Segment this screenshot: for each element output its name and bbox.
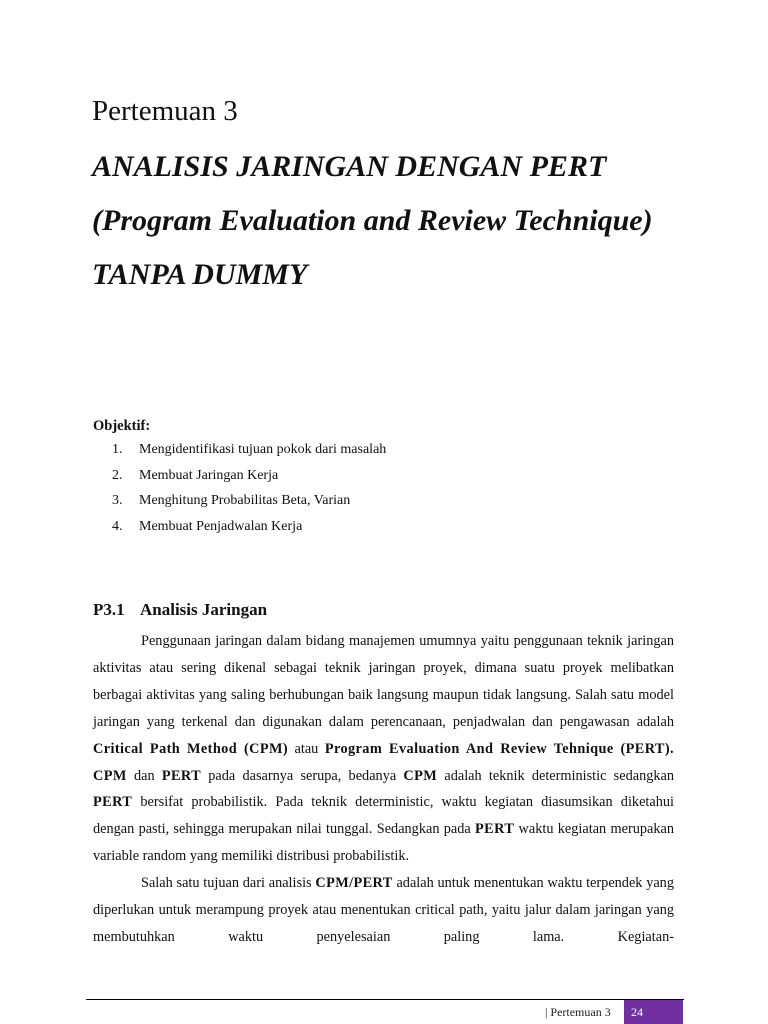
chapter-title-line-1: ANALISIS JARINGAN DENGAN PERT (92, 150, 607, 183)
page-number-badge (624, 1000, 683, 1024)
objective-number: 2. (112, 467, 123, 483)
objectives-list (112, 442, 386, 544)
paragraph-text: dan (126, 767, 162, 784)
body-text (93, 628, 674, 951)
objective-number: 1. (112, 442, 123, 457)
paragraph-text: Salah satu tujuan dari analisis (141, 875, 316, 892)
paragraph-text: bersifat probabilistik. Pada teknik deterministic, waktu kegiatan diasumsikan diketahui dengan pasti, sehingga merupakan nilai tunggal. Sedangkan pada (93, 794, 674, 838)
objective-item (112, 493, 386, 519)
paragraph-text: adalah untuk menentukan waktu terpendek yang diperlukan untuk merampung proyek atau menentukan critical path, yaitu jalur dalam jaringan yang membutuhkan waktu penyelesaian paling lama. Kegiatan- (93, 875, 674, 945)
paragraph-text: waktu kegiatan merupakan variable random yang memiliki distribusi probabilistik. (93, 821, 674, 865)
objective-number: 3. (112, 493, 123, 508)
objective-text: Mengidentifikasi tujuan pokok dari masalah (139, 442, 387, 457)
section-heading (93, 600, 267, 620)
objective-text: Membuat Jaringan Kerja (139, 467, 279, 483)
term-pert: PERT (475, 821, 515, 838)
section-title: Analisis Jaringan (140, 600, 268, 619)
objective-item (112, 442, 386, 468)
paragraph-text: pada dasarnya serupa, bedanya (201, 767, 404, 784)
section-number: P3.1 (93, 600, 125, 619)
page-number: 24 (631, 1005, 643, 1019)
term-cpm-pert: CPM/PERT (315, 875, 393, 892)
term-pert: PERT (161, 767, 202, 784)
term-cpm: CPM (403, 767, 438, 784)
term-pert-full: Program Evaluation And Review Tehnique (PERT). (324, 740, 674, 757)
objectives-heading: Objektif: (93, 418, 151, 434)
chapter-title-line-2: (Program Evaluation and Review Technique) (92, 204, 653, 237)
term-cpm-full: Critical Path Method (CPM) (93, 740, 289, 757)
objective-text: Membuat Penjadwalan Kerja (139, 518, 303, 534)
paragraph-text: atau (288, 740, 325, 757)
paragraph-2 (93, 870, 674, 951)
objective-text: Menghitung Probabilitas Beta, Varian (139, 493, 351, 508)
term-cpm: CPM (93, 767, 127, 784)
paragraph-text: Penggunaan jaringan dalam bidang manajemen umumnya yaitu penggunaan teknik jaringan aktivitas atau sering dikenal sebagai teknik jaringan proyek, dimana suatu proyek melibatkan berbagai aktivitas yang saling berhubungan baik langsung maupun tidak langsung. Salah satu model jaringan yang terkenal dan digunakan dalam perencanaan, penjadwalan dan pengawasan adalah (93, 633, 674, 730)
chapter-title-line-3: TANPA DUMMY (92, 258, 308, 291)
objective-item (112, 519, 386, 545)
footer-divider (86, 999, 684, 1000)
objective-number: 4. (112, 518, 123, 534)
paragraph-text: adalah teknik deterministic sedangkan (437, 767, 675, 784)
objective-item (112, 468, 386, 494)
footer-label: | Pertemuan 3 (545, 1005, 611, 1019)
term-pert: PERT (93, 794, 133, 811)
paragraph-1 (93, 628, 674, 870)
meeting-label: Pertemuan 3 (92, 95, 238, 127)
